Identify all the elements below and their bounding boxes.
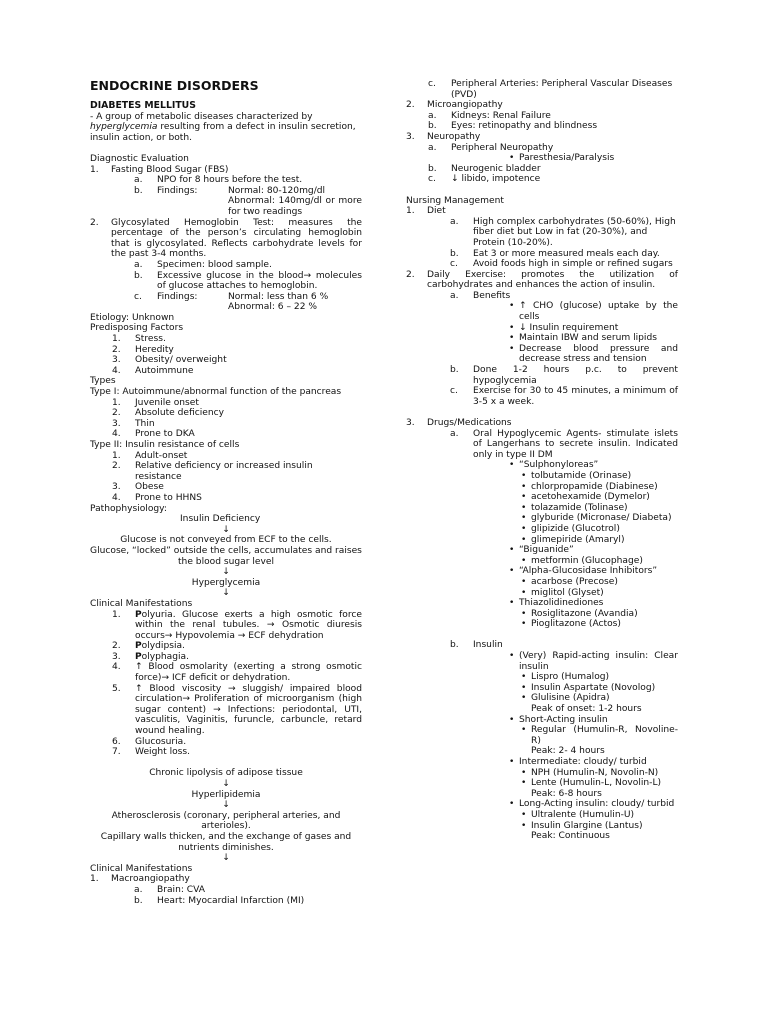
drug-item: • Insulin Aspartate (Novolog) — [521, 682, 656, 693]
fbs-a — [90, 175, 362, 186]
bullet-item: • Maintain IBW and serum lipids — [509, 333, 657, 344]
types-heading: Types — [90, 376, 116, 387]
bullet-icon: • — [509, 301, 515, 312]
drug-item: • acarbose (Precose) — [521, 576, 618, 587]
list-item: 3. Obesity/ overweight — [112, 355, 227, 366]
hba1c-b — [90, 271, 362, 292]
list-marker: c. — [134, 291, 142, 302]
drug-item: • Lispro (Humalog) — [521, 672, 610, 683]
drug-item: • Glulisine (Apidra) — [521, 693, 610, 704]
list-marker: b. — [134, 185, 143, 196]
page-title: ENDOCRINE DISORDERS — [90, 78, 259, 93]
findings-values — [228, 292, 362, 313]
drug-item: • miglitol (Glyset) — [521, 587, 604, 598]
bullet-item: • “Sulphonyloreas” — [509, 460, 599, 471]
bullet-icon: • — [521, 619, 527, 630]
oha-groups — [406, 460, 678, 630]
list-marker: 2. — [90, 217, 99, 228]
bullet-item: • Short-Acting insulin — [509, 714, 608, 725]
clinical2-heading: Clinical Manifestations — [90, 863, 193, 874]
flow-step: Insulin Deficiency — [180, 514, 261, 525]
bullet-icon: • — [509, 799, 515, 810]
bullet-icon: • — [509, 566, 515, 577]
clinical-list — [90, 610, 362, 758]
bullet-icon: • — [521, 587, 527, 598]
down-arrow-icon: ↓ — [222, 524, 230, 535]
flow-step: Glucose, “locked” outside the cells, accumulates and raises the blood sugar level — [90, 545, 362, 567]
flow-step: Glucose is not conveyed from ECF to the cells. — [120, 535, 332, 546]
list-item: 3. Polyphagia. — [112, 651, 190, 662]
bullet-icon: • — [521, 725, 527, 736]
list-item: 2. Relative deficiency or increased insulin resistance — [112, 461, 313, 482]
normal-value: Normal: 80-120mg/dl — [228, 185, 326, 196]
list-marker: 1. — [90, 164, 99, 175]
findings-values — [228, 186, 362, 218]
list-item: c. Peripheral Arteries: Peripheral Vascular Diseases (PVD) — [428, 79, 673, 100]
list-item: a. Peripheral Neuropathy — [428, 142, 554, 153]
patho-flow — [90, 514, 362, 599]
patho-heading: Pathophysiology: — [90, 503, 167, 514]
neuro-item: 3. Neuropathy — [406, 131, 481, 142]
macro-item: 1. Macroangiopathy — [90, 874, 190, 885]
list-marker: a. — [134, 259, 143, 270]
list-marker: b. — [134, 270, 143, 281]
bullet-item: • Thiazolidinediones — [509, 598, 604, 609]
bullet-icon: • — [521, 481, 527, 492]
list-item: a. Benefits — [450, 290, 511, 301]
list-item: 3. Thin — [112, 418, 155, 429]
bullet-item: • (Very) Rapid-acting insulin: Clear insulin — [509, 651, 678, 672]
bullet-icon: • — [509, 598, 515, 609]
bullet-icon: • — [509, 757, 515, 767]
diagnostic-heading: Diagnostic Evaluation — [90, 153, 189, 164]
drug-item: • Regular (Humulin-R, Novoline-R) — [521, 725, 678, 746]
drug-item: • acetohexamide (Dymelor) — [521, 492, 650, 503]
peak-text: Peak: 6-8 hours — [531, 788, 602, 799]
bullet-icon: • — [509, 460, 515, 471]
list-item: 6. Glucosuria. — [112, 736, 187, 747]
bullet-icon: • — [521, 778, 527, 789]
left-column — [90, 79, 362, 906]
normal-value: Normal: less than 6 % — [228, 291, 329, 302]
drug-item: • Rosiglitazone (Avandia) — [521, 608, 638, 619]
list-item: 3. Obese — [112, 482, 164, 493]
bullet-icon: • — [521, 693, 527, 704]
list-item: a. Kidneys: Renal Failure — [428, 110, 551, 121]
peak-text: Peak: Continuous — [531, 831, 610, 842]
list-item: b. Neurogenic bladder — [428, 163, 541, 174]
bullet-icon: • — [521, 492, 527, 503]
flow-step: Chronic lipolysis of adipose tissue — [149, 768, 303, 779]
flow-step: Hyperglycemia — [191, 577, 261, 588]
abnormal-value: Abnormal: 6 – 22 % — [228, 302, 318, 313]
bullet-icon: • — [509, 333, 515, 344]
list-item: 5. ↑ Blood viscosity → sluggish/ impaired blood circulation→ Proliferation of microorganism (high sugar content) → Infections: periodontal, UTI, vasculitis, Vaginitis, furuncle, carbuncle, retard wound healing. — [112, 683, 362, 737]
list-item: 7. Weight loss. — [112, 747, 191, 758]
list-item: c. Avoid foods high in simple or refined sugars — [450, 259, 673, 270]
drug-item: • glimepiride (Amaryl) — [521, 534, 625, 545]
list-item: b. Heart: Myocardial Infarction (MI) — [134, 895, 305, 906]
bullet-icon: • — [521, 672, 527, 683]
bullet-icon: • — [521, 682, 527, 693]
clinical-heading: Clinical Manifestations — [90, 598, 193, 609]
list-item: c. ↓ libido, impotence — [428, 174, 541, 185]
type1-heading: Type I: Autoimmune/abnormal function of the pancreas — [90, 387, 342, 398]
down-arrow-icon: ↓ — [222, 800, 230, 811]
type2-list — [90, 451, 362, 504]
list-item: 1. Polyuria. Glucose exerts a high osmotic force within the renal tubules. → Osmotic diuresis occurs→ Hypovolemia → ECF dehydration — [112, 609, 362, 641]
drug-item: • Lente (Humulin-L, Novolin-L) — [521, 778, 662, 789]
bullet-item: • ↑ CHO (glucose) uptake by the cells — [509, 301, 678, 323]
bullet-icon: • — [521, 523, 527, 534]
list-item: b. Eyes: retinopathy and blindness — [428, 121, 598, 132]
bullet-icon: • — [521, 534, 527, 545]
fbs-item — [90, 165, 362, 176]
list-marker: a. — [134, 175, 143, 186]
bullet-icon: • — [521, 470, 527, 481]
bullet-item: • “Alpha-Glucosidase Inhibitors” — [509, 566, 658, 577]
benefits-list — [406, 301, 678, 365]
bullet-icon: • — [509, 153, 515, 164]
bullet-icon: • — [509, 714, 515, 725]
bullet-icon: • — [521, 513, 527, 524]
list-item: a. High complex carbohydrates (50-60%), High fiber diet but Low in fat (20-30%), and Protein (10-20%). — [450, 216, 676, 248]
peak-text: Peak: 2- 4 hours — [531, 746, 605, 757]
list-item: 1. Adult-onset — [112, 450, 188, 461]
micro-item: 2. Microangiopathy — [406, 100, 503, 111]
definition-prefix: - A group of metabolic diseases characterized by — [90, 111, 313, 122]
abnormal-value: Abnormal: 140mg/dl or more for two readings — [228, 196, 362, 217]
bullet-item: • ↓ Insulin requirement — [509, 322, 619, 333]
bullet-item: • “Biguanide” — [509, 545, 574, 556]
bullet-icon: • — [509, 343, 515, 354]
glucose-text: Excessive glucose in the blood→ molecules of glucose attaches to hemoglobin. — [157, 270, 362, 292]
findings-label: Findings: — [157, 185, 198, 196]
diabetes-definition — [90, 112, 362, 144]
predisposing-list — [90, 334, 362, 376]
drug-item: • metformin (Glucophage) — [521, 555, 643, 566]
list-item: 2. Absolute deficiency — [112, 408, 224, 419]
list-item: b. Eat 3 or more measured meals each day. — [450, 248, 660, 259]
predisposing-heading: Predisposing Factors — [90, 323, 184, 334]
drug-item: • chlorpropamide (Diabinese) — [521, 481, 658, 492]
diet-item: 1. Diet — [406, 206, 446, 217]
specimen-text: Specimen: blood sample. — [157, 259, 272, 270]
bullet-icon: • — [521, 809, 527, 820]
bullet-icon: • — [509, 322, 515, 333]
flow-step: Hyperlipidemia — [191, 789, 261, 800]
list-item: 4. Autoimmune — [112, 365, 194, 376]
down-arrow-icon: ↓ — [222, 588, 230, 599]
list-item: a. Brain: CVA — [134, 884, 206, 895]
hba1c-a — [90, 260, 362, 271]
down-arrow-icon: ↓ — [222, 779, 230, 789]
drug-item: • glipizide (Glucotrol) — [521, 523, 620, 534]
flow-step: Capillary walls thicken, and the exchange of gases and nutrients diminishes. — [100, 831, 352, 853]
list-item: 4. Prone to DKA — [112, 429, 195, 440]
drug-item: • tolazamide (Tolinase) — [521, 502, 628, 513]
insulin-item: b. Insulin — [450, 640, 503, 651]
bullet-icon: • — [521, 502, 527, 513]
list-item: 4. Prone to HHNS — [112, 492, 202, 503]
list-item: 1. Stress. — [112, 334, 166, 345]
list-item: 4. ↑ Blood osmolarity (exerting a strong osmotic force)→ ICF deficit or dehydration. — [112, 662, 362, 684]
list-item: 2. Heredity — [112, 344, 174, 355]
bullet-icon: • — [509, 651, 515, 662]
fbs-npo: NPO for 8 hours before the test. — [157, 175, 303, 186]
bullet-icon: • — [521, 820, 527, 831]
drug-item: • tolbutamide (Orinase) — [521, 470, 632, 481]
hba1c-text: Glycosylated Hemoglobin Test: measures the percentage of the person’s circulating hemoglobin that is glycosylated. Reflects carbohydrate levels for the past 3-4 months. — [111, 217, 362, 260]
exercise-item: 2. Daily Exercise: promotes the utilization of carbohydrates and enhances the action of insulin. — [406, 269, 678, 291]
drug-item: • Ultralente (Humulin-U) — [521, 809, 635, 820]
lipolysis-flow — [90, 768, 362, 863]
fbs-b — [90, 186, 362, 218]
fbs-label: Fasting Blood Sugar (FBS) — [111, 164, 229, 175]
bullet-item: • Intermediate: cloudy/ turbid — [509, 757, 647, 767]
definition-term: hyperglycemia — [90, 122, 158, 133]
type1-list — [90, 398, 362, 440]
definition-rest: resulting from a defect in insulin secretion, insulin action, or both. — [90, 122, 356, 143]
bullet-item: • Paresthesia/Paralysis — [509, 153, 615, 164]
peak-text: Peak of onset: 1-2 hours — [531, 704, 642, 715]
list-item: 2. Polydipsia. — [112, 641, 185, 652]
drug-item: • glyburide (Micronase/ Diabeta) — [521, 513, 672, 524]
bullet-icon: • — [521, 767, 527, 778]
drug-item: • Insulin Glargine (Lantus) — [521, 820, 643, 831]
bullet-item: • Long-Acting insulin: cloudy/ turbid — [509, 799, 675, 810]
bullet-icon: • — [509, 545, 515, 556]
drug-item: • Pioglitazone (Actos) — [521, 619, 621, 630]
etiology: Etiology: Unknown — [90, 312, 175, 323]
list-item: b. Done 1-2 hours p.c. to prevent hypoglycemia — [450, 365, 678, 386]
nursing-heading: Nursing Management — [406, 195, 504, 206]
flow-step: Atherosclerosis (coronary, peripheral arteries, and arterioles). — [111, 810, 341, 832]
bullet-icon: • — [521, 576, 527, 587]
right-column — [406, 79, 678, 842]
down-arrow-icon: ↓ — [222, 853, 230, 864]
bullet-icon: • — [521, 608, 527, 619]
drugs-item: 3. Drugs/Medications — [406, 418, 512, 428]
hba1c-item — [90, 218, 362, 260]
type2-heading: Type II: Insulin resistance of cells — [90, 440, 240, 450]
diabetes-heading: DIABETES MELLITUS — [90, 100, 196, 111]
bullet-item: • Decrease blood pressure and decrease stress and tension — [509, 343, 678, 365]
bullet-icon: • — [521, 555, 527, 566]
drug-item: • NPH (Humulin-N, Novolin-N) — [521, 767, 659, 778]
insulin-types — [406, 651, 678, 842]
list-item: 1. Juvenile onset — [112, 397, 199, 408]
oha-item: a. Oral Hypoglycemic Agents- stimulate islets of Langerhans to secrete insulin. Indicated only in type II DM — [450, 428, 678, 460]
findings-label: Findings: — [157, 291, 198, 302]
down-arrow-icon: ↓ — [222, 567, 230, 578]
list-item: c. Exercise for 30 to 45 minutes, a minimum of 3-5 x a week. — [450, 386, 678, 407]
hba1c-c — [90, 292, 362, 313]
